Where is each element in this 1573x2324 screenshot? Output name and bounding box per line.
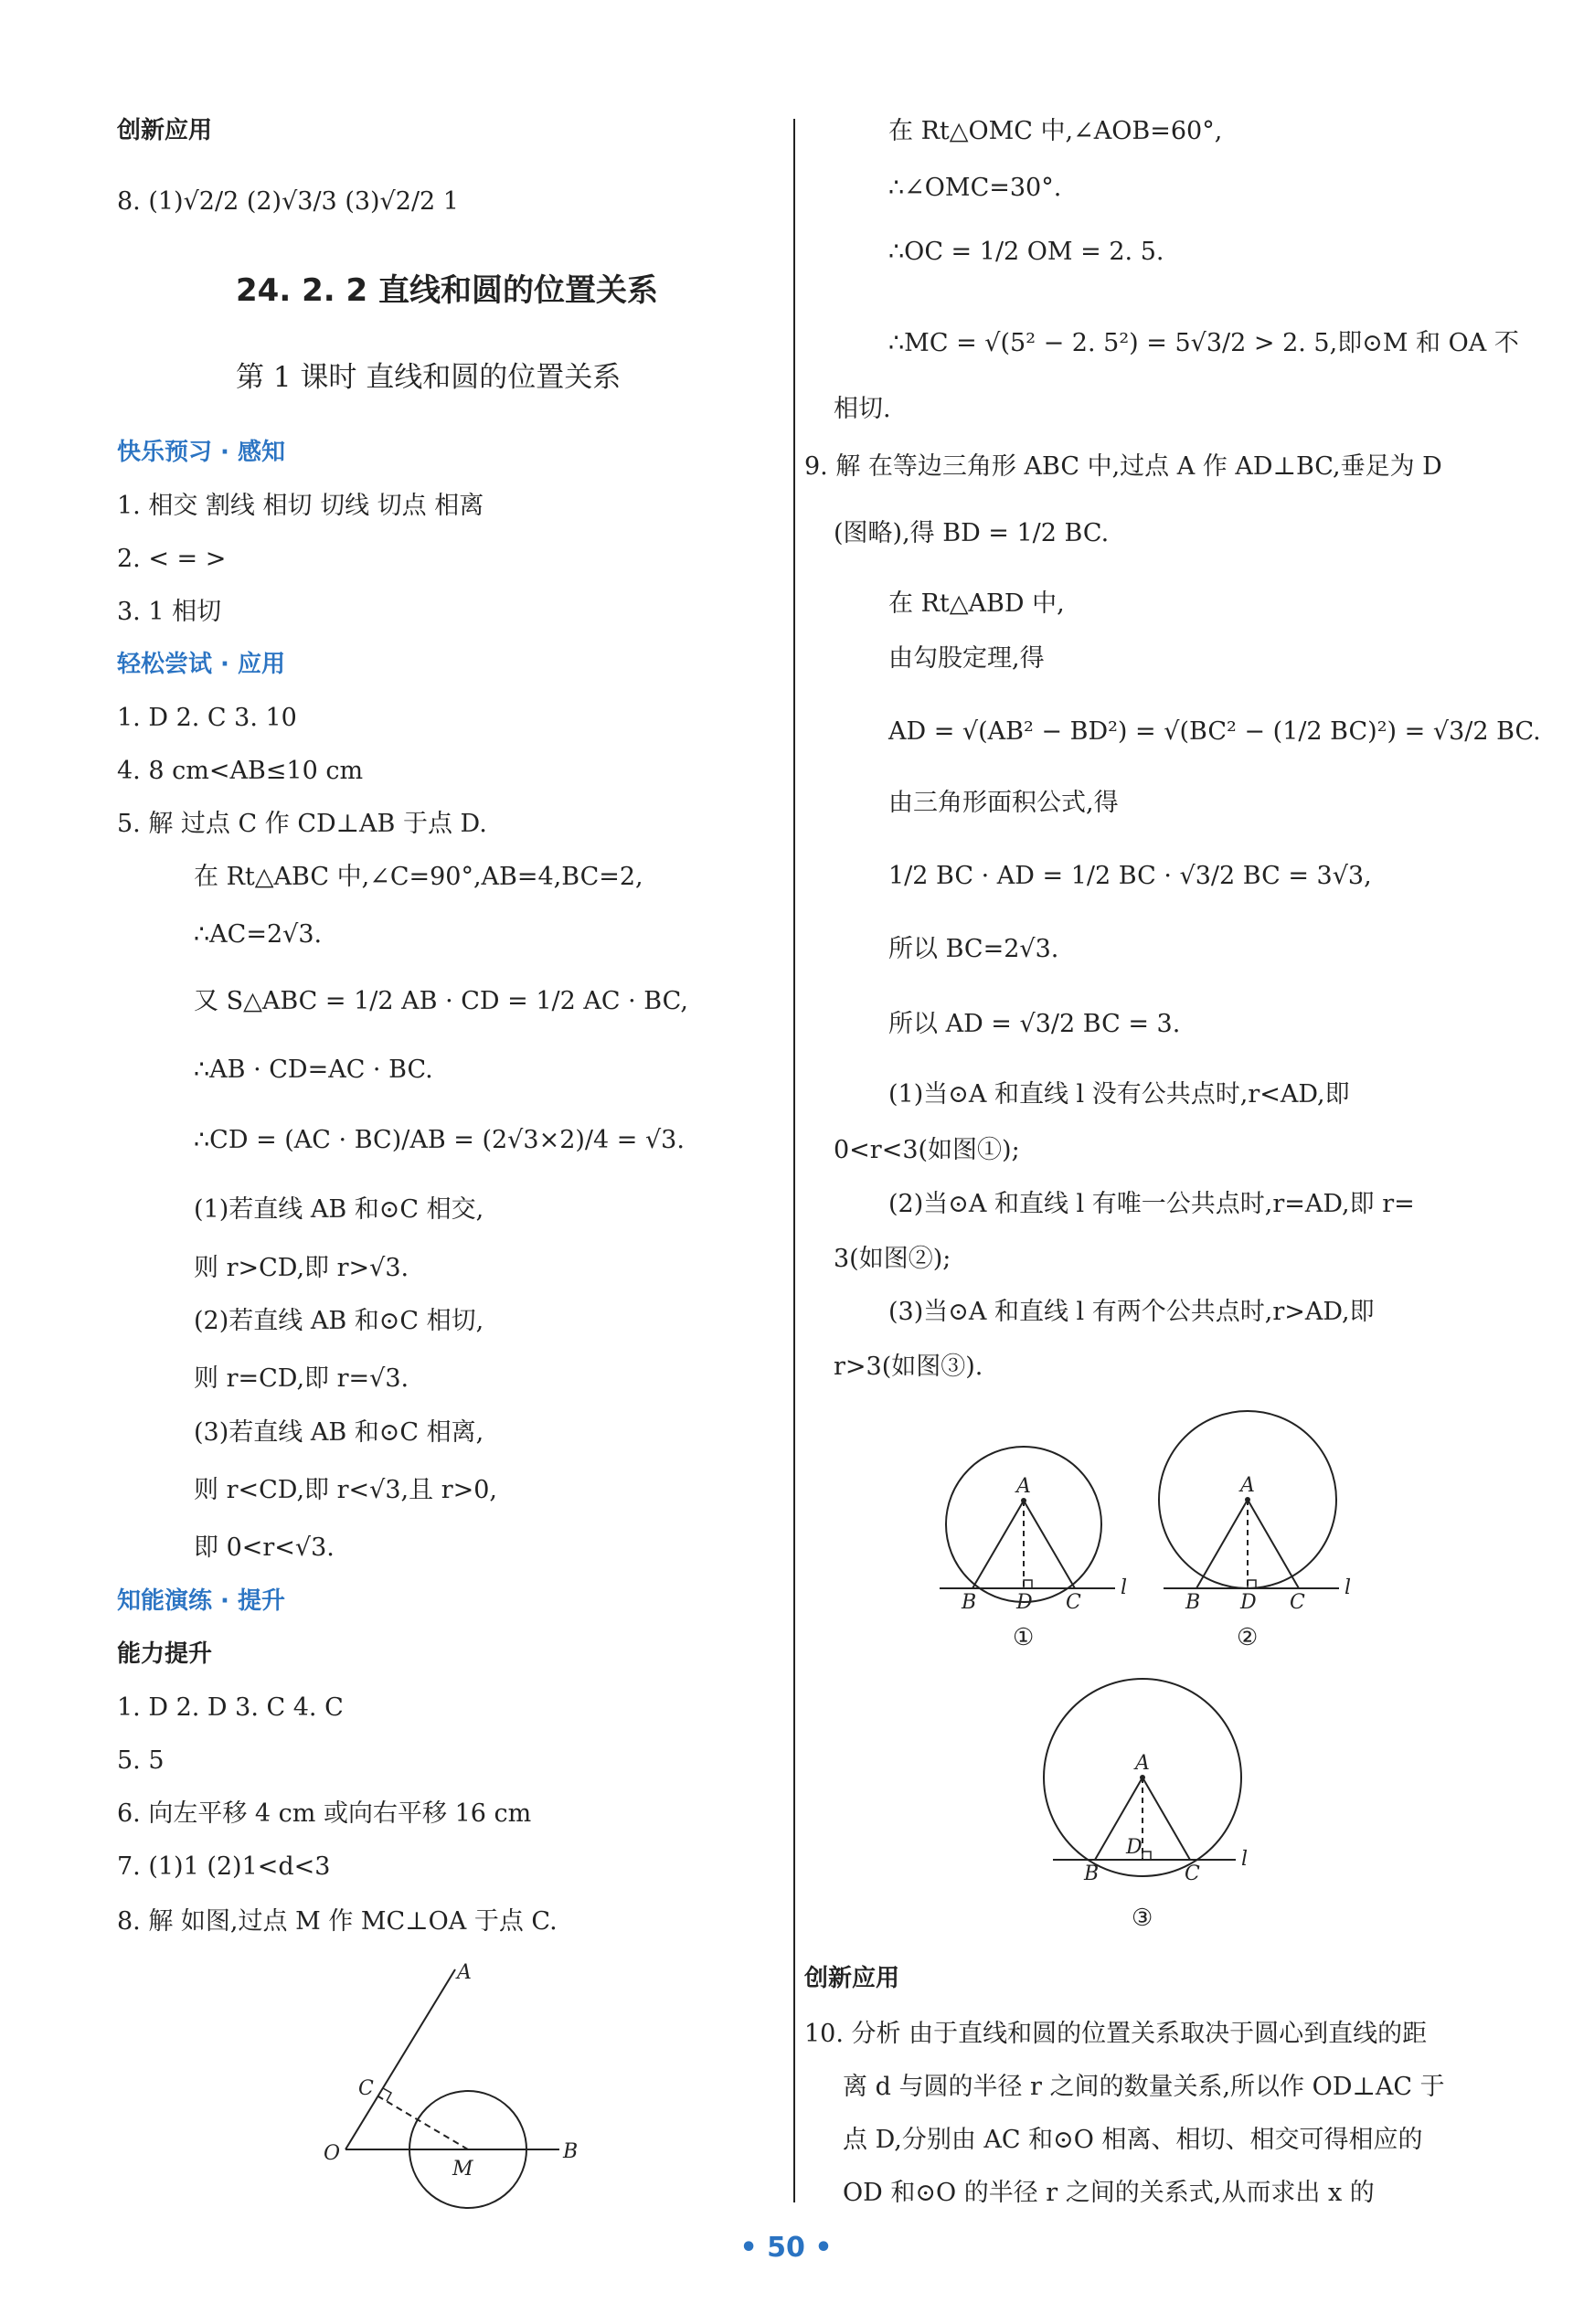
page-number-value: 50 [767, 2232, 805, 2264]
fig1-label-d: D [1016, 1591, 1033, 1614]
q9-line-g: 1/2 BC · AD = 1/2 BC · √3/2 BC = 3√3, [888, 862, 1372, 890]
fig1-label-c: C [1066, 1591, 1081, 1614]
fig3-label-l: l [1241, 1848, 1249, 1871]
q8-line-5: 相切. [834, 395, 891, 423]
fig2-label-l: l [1344, 1576, 1352, 1599]
fig1-label-b: B [962, 1591, 977, 1614]
q10-line-c: 点 D,分别由 AC 和⊙O 相离、相切、相交可得相应的 [843, 2126, 1423, 2154]
innovation-heading-2: 创新应用 [804, 1965, 900, 1992]
preview-answer-2: 2. < = > [117, 545, 227, 573]
fig3-label-a: A [1135, 1752, 1150, 1775]
q9-line-c: 在 Rt△ABD 中, [888, 589, 1065, 618]
q8-line-2: ∴∠OMC=30°. [888, 174, 1062, 202]
fig8-label-o: O [324, 2142, 341, 2165]
q10-line-b: 离 d 与圆的半径 r 之间的数量关系,所以作 OD⊥AC 于 [843, 2073, 1445, 2101]
skill-answer-5: 5. 5 [117, 1746, 165, 1775]
fig8-ray-oa [345, 1969, 455, 2149]
figure-q9-3 [1042, 1677, 1261, 1942]
fig2-point-a [1245, 1497, 1250, 1502]
fig2-right-angle [1248, 1580, 1256, 1588]
section-title: 24. 2. 2 直线和圆的位置关系 [236, 272, 658, 309]
preview-heading: 快乐预习 · 感知 [117, 439, 285, 466]
try-answer-5: 5. 解 过点 C 作 CD⊥AB 于点 D. [117, 810, 487, 838]
fig3-right-angle [1143, 1852, 1151, 1860]
fig2-label-c: C [1290, 1591, 1305, 1614]
fig2-label-a: A [1240, 1474, 1255, 1497]
q9-line-i: 所以 AD = √3/2 BC = 3. [888, 1010, 1181, 1038]
q9-line-l: (2)当⊙A 和直线 l 有唯一公共点时,r=AD,即 r= [888, 1190, 1415, 1218]
try-answer-1: 1. D 2. C 3. 10 [117, 704, 297, 732]
try-5-line-b: ∴AC=2√3. [194, 920, 323, 949]
fig2-caption: ② [1237, 1624, 1259, 1651]
fig2-label-b: B [1185, 1591, 1201, 1614]
try-answer-4: 4. 8 cm<AB≤10 cm [117, 757, 364, 785]
fig8-label-b: B [563, 2140, 579, 2163]
fig1-side-ab [972, 1501, 1024, 1588]
fig8-right-angle [383, 2088, 391, 2101]
q9-line-d: 由勾股定理,得 [888, 644, 1045, 673]
fig2-side-ab [1196, 1500, 1248, 1588]
skill-answer-7: 7. (1)1 (2)1<d<3 [117, 1852, 331, 1881]
fig8-seg-mc [378, 2096, 468, 2149]
fig3-point-a [1140, 1775, 1145, 1780]
ability-heading: 能力提升 [117, 1640, 213, 1668]
q9-line-n: (3)当⊙A 和直线 l 有两个公共点时,r>AD,即 [888, 1298, 1375, 1326]
try-5-line-g: 则 r>CD,即 r>√3. [194, 1254, 409, 1282]
fig3-caption: ③ [1132, 1905, 1153, 1932]
preview-answer-3: 3. 1 相切 [117, 598, 222, 626]
q9-line-m: 3(如图②); [834, 1245, 951, 1273]
skill-answer-8: 8. 解 如图,过点 M 作 MC⊥OA 于点 C. [117, 1907, 558, 1936]
q8-line-3: ∴OC = 1/2 OM = 2. 5. [888, 238, 1164, 266]
try-5-line-j: (3)若直线 AB 和⊙C 相离, [194, 1418, 484, 1447]
try-5-line-k: 则 r<CD,即 r<√3,且 r>0, [194, 1476, 497, 1504]
try-heading: 轻松尝试 · 应用 [117, 651, 285, 678]
fig3-label-d: D [1126, 1836, 1143, 1859]
q9-line-e: AD = √(AB² − BD²) = √(BC² − (1/2 BC)²) = √3/2 BC. [888, 717, 1541, 746]
q9-line-k: 0<r<3(如图①); [834, 1136, 1020, 1164]
fig3-label-b: B [1084, 1862, 1100, 1885]
try-5-line-h: (2)若直线 AB 和⊙C 相切, [194, 1307, 484, 1335]
fig1-side-ac [1024, 1501, 1075, 1588]
answer-8-top: 8. (1)√2/2 (2)√3/3 (3)√2/2 1 [117, 187, 459, 216]
q9-line-b: (图略),得 BD = 1/2 BC. [834, 519, 1110, 547]
fig1-right-angle [1024, 1580, 1032, 1588]
fig1-label-l: l [1121, 1576, 1128, 1599]
fig3-label-c: C [1185, 1862, 1200, 1885]
try-5-line-c: 又 S△ABC = 1/2 AB · CD = 1/2 AC · BC, [194, 987, 688, 1015]
q9-line-j: (1)当⊙A 和直线 l 没有公共点时,r<AD,即 [888, 1080, 1350, 1109]
page-number: • 50 • [739, 2232, 833, 2264]
q10-line-d: OD 和⊙O 的半径 r 之间的关系式,从而求出 x 的 [843, 2179, 1375, 2207]
preview-answer-1: 1. 相交 割线 相切 切线 切点 相离 [117, 492, 484, 520]
skill-heading: 知能演练 · 提升 [117, 1587, 285, 1615]
try-5-line-a: 在 Rt△ABC 中,∠C=90°,AB=4,BC=2, [194, 863, 643, 891]
try-5-line-l: 即 0<r<√3. [194, 1533, 335, 1562]
fig1-point-a [1021, 1498, 1026, 1503]
innovation-heading: 创新应用 [117, 117, 213, 144]
q9-line-f: 由三角形面积公式,得 [888, 789, 1119, 817]
try-5-line-e: ∴CD = (AC · BC)/AB = (2√3×2)/4 = √3. [194, 1126, 685, 1154]
q9-line-o: r>3(如图③). [834, 1353, 983, 1381]
fig2-label-d: D [1240, 1591, 1257, 1614]
fig8-label-a: A [457, 1961, 472, 1984]
q10-line-a: 10. 分析 由于直线和圆的位置关系取决于圆心到直线的距 [804, 2020, 1428, 2048]
lesson-title: 第 1 课时 直线和圆的位置关系 [236, 361, 622, 394]
try-5-line-f: (1)若直线 AB 和⊙C 相交, [194, 1195, 484, 1224]
try-5-line-d: ∴AB · CD=AC · BC. [194, 1056, 433, 1084]
figure-q9-1 [932, 1426, 1143, 1663]
q8-line-4: ∴MC = √(5² − 2. 5²) = 5√3/2 > 2. 5,即⊙M 和 OA 不 [888, 329, 1519, 357]
fig8-label-m: M [452, 2158, 473, 2181]
q9-line-h: 所以 BC=2√3. [888, 935, 1059, 963]
q9-line-a: 9. 解 在等边三角形 ABC 中,过点 A 作 AD⊥BC,垂足为 D [804, 452, 1442, 481]
try-5-line-i: 则 r=CD,即 r=√3. [194, 1364, 409, 1393]
fig8-label-c: C [358, 2077, 374, 2100]
skill-answer-6: 6. 向左平移 4 cm 或向右平移 16 cm [117, 1799, 532, 1828]
fig1-caption: ① [1013, 1624, 1035, 1651]
figure-q8 [320, 1960, 594, 2189]
q8-line-1: 在 Rt△OMC 中,∠AOB=60°, [888, 117, 1223, 145]
column-divider [793, 119, 795, 2202]
fig2-side-ac [1248, 1500, 1299, 1588]
fig3-side-ac [1143, 1777, 1190, 1860]
figure-q9-2 [1156, 1403, 1366, 1663]
fig1-label-a: A [1016, 1475, 1031, 1498]
skill-answer-1: 1. D 2. D 3. C 4. C [117, 1693, 344, 1722]
